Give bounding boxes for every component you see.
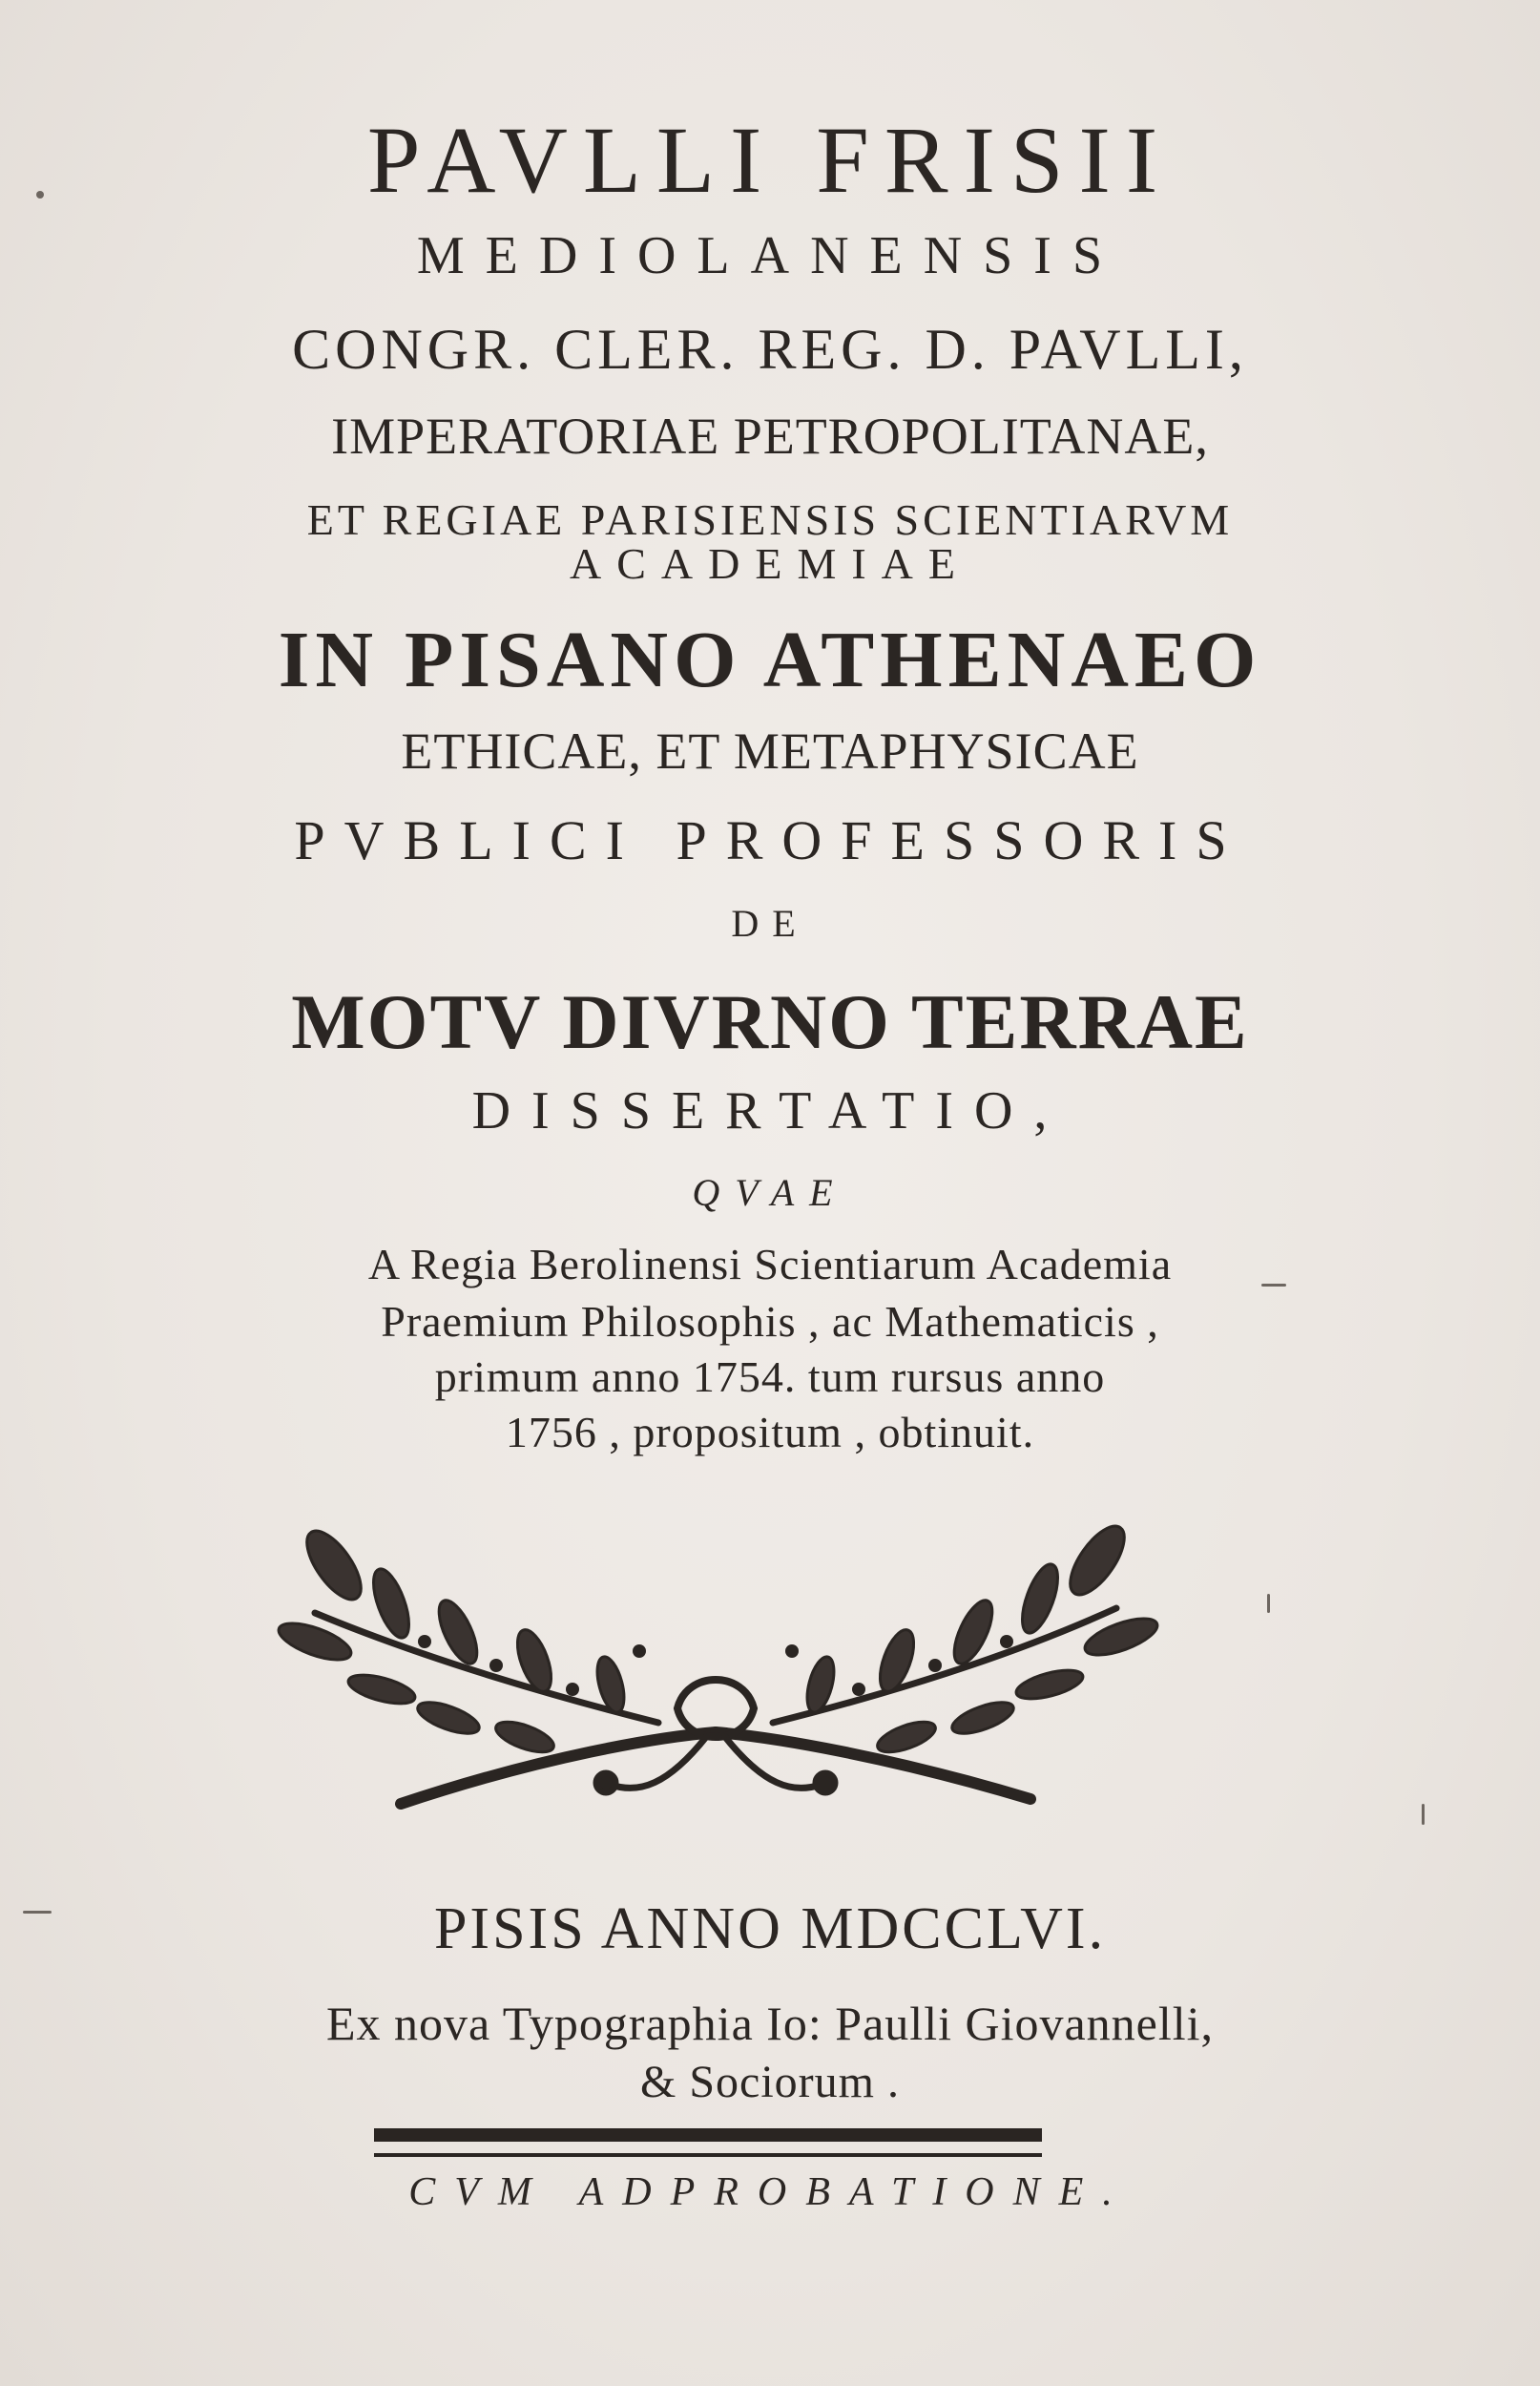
award-line-1: A Regia Berolinensi Scientiarum Academia — [367, 1240, 1173, 1288]
paper-speck — [1422, 1804, 1425, 1825]
imprint-place-line: PISIS ANNO MDCCLVI. — [433, 1896, 1107, 1961]
approval-line: CVM ADPROBATIONE. — [408, 2170, 1132, 2214]
double-rule-thick — [374, 2128, 1042, 2142]
paper-speck — [1261, 1284, 1286, 1287]
order-line: CONGR. CLER. REG. D. PAVLLI, — [292, 318, 1248, 381]
partners-line: & Sociorum . — [640, 2057, 900, 2107]
printer-line: Ex nova Typographia Io: Paulli Giovannelli, — [325, 1997, 1215, 2050]
relative-line: QVAE — [692, 1171, 848, 1214]
subjects-line: ETHICAE, ET METAPHYSICAE — [401, 722, 1139, 780]
academy-line-2: ET REGIAE PARISIENSIS SCIENTIARVM — [306, 495, 1234, 544]
position-line: PVBLICI PROFESSORIS — [294, 809, 1246, 871]
paper-speck — [1267, 1594, 1270, 1613]
work-type-line: DISSERTATIO, — [471, 1081, 1069, 1141]
main-title: MOTV DIVRNO TERRAE — [291, 978, 1249, 1065]
award-line-2: Praemium Philosophis , ac Mathematicis , — [381, 1297, 1159, 1346]
award-line-4: 1756 , propositum , obtinuit. — [505, 1408, 1035, 1456]
academy-line-1: IMPERATORIAE PETROPOLITANAE, — [331, 408, 1209, 465]
academy-line-3: ACADEMIAE — [570, 539, 970, 588]
preposition-line: DE — [731, 902, 809, 945]
paper-speck — [36, 191, 44, 199]
location-line: IN PISANO ATHENAEO — [278, 616, 1262, 704]
paper-speck — [23, 1911, 52, 1914]
origin-line: MEDIOLANENSIS — [416, 226, 1124, 285]
award-line-3: primum anno 1754. tum rursus anno — [434, 1352, 1106, 1401]
double-rule-thin — [374, 2153, 1042, 2157]
author-name: PAVLLI FRISII — [366, 107, 1174, 213]
laurel-branch-ornament — [258, 1498, 1174, 1852]
